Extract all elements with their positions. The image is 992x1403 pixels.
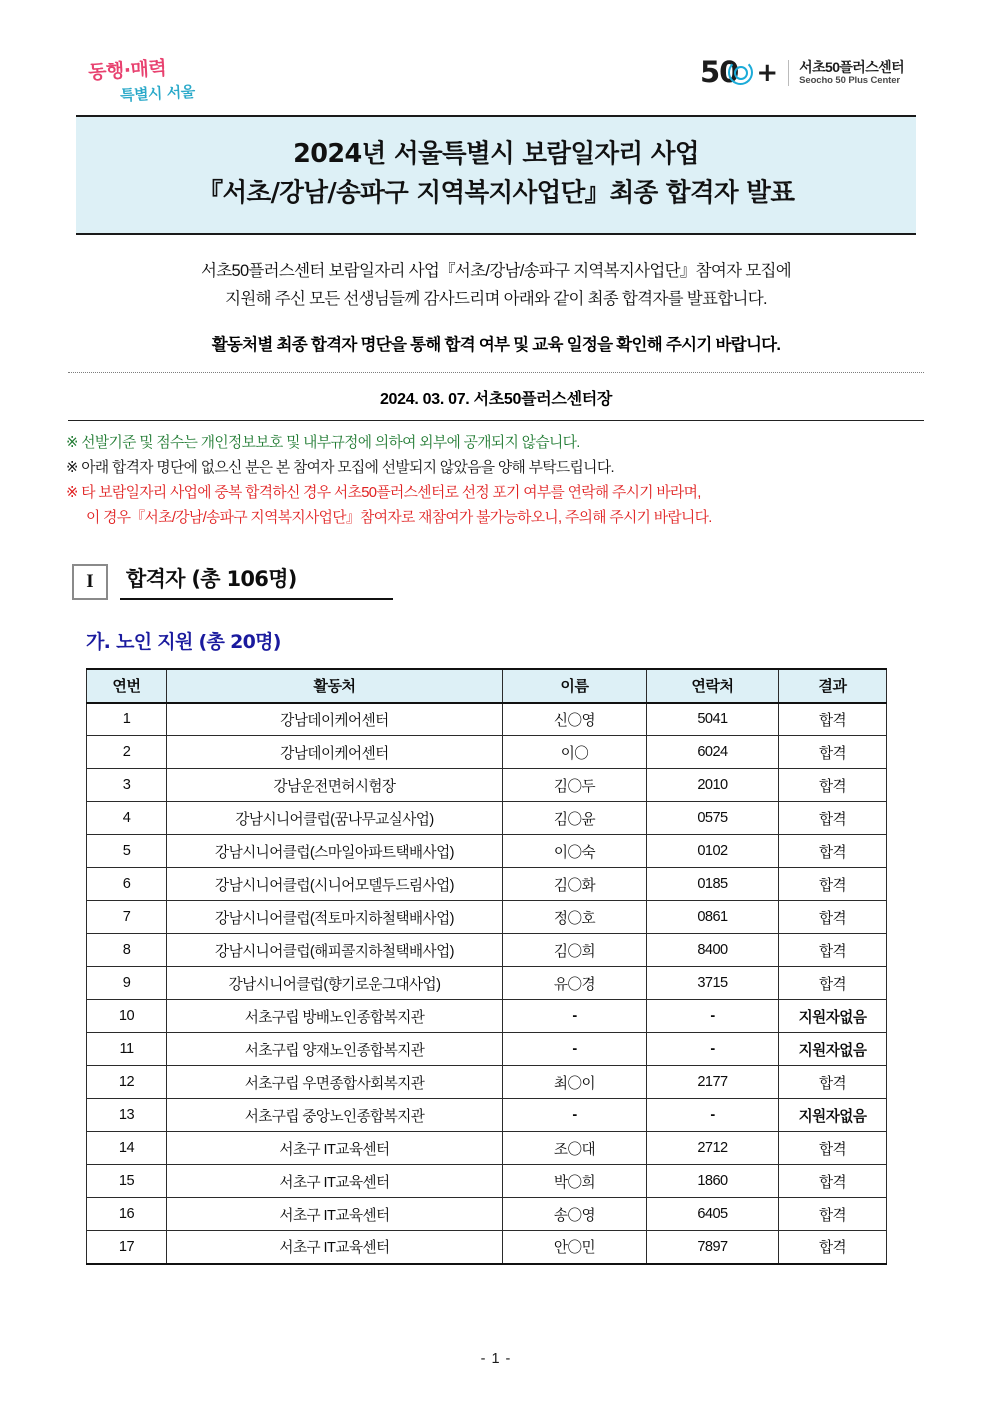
- column-header-no: 연번: [87, 669, 167, 703]
- cell-result: 합격: [779, 1165, 887, 1198]
- cell-no: 11: [87, 1033, 167, 1066]
- cell-no: 12: [87, 1066, 167, 1099]
- table-header: [87, 669, 887, 703]
- cell-result: 지원자없음: [779, 1033, 887, 1066]
- cell-phone: 0185: [647, 868, 779, 901]
- intro-line-1: 서초50플러스센터 보람일자리 사업『서초/강남/송파구 지역복지사업단』참여자 모집에: [201, 261, 791, 280]
- cell-phone: 5041: [647, 703, 779, 736]
- cell-name: 이〇: [503, 736, 647, 769]
- cell-place: 강남시니어클럽(향기로운그대사업): [167, 967, 503, 1000]
- cell-phone: -: [647, 1000, 779, 1033]
- cell-place: 강남시니어클럽(적토마지하철택배사업): [167, 901, 503, 934]
- cell-result: 합격: [779, 736, 887, 769]
- cell-place: 서초구 IT교육센터: [167, 1165, 503, 1198]
- cell-result: 합격: [779, 1066, 887, 1099]
- cell-result: 합격: [779, 1231, 887, 1264]
- table-row: [87, 802, 887, 835]
- cell-phone: 6024: [647, 736, 779, 769]
- cell-name: 김〇화: [503, 868, 647, 901]
- subsection-heading: 가. 노인 지원 (총 20명): [86, 630, 281, 653]
- section-title: 합격자 (총 106명): [126, 566, 297, 591]
- table-row: [87, 868, 887, 901]
- page-number-footer: - 1 -: [480, 1351, 512, 1367]
- section-number-badge: I: [72, 564, 108, 600]
- cell-result: 합격: [779, 703, 887, 736]
- cell-no: 1: [87, 703, 167, 736]
- cell-phone: 3715: [647, 967, 779, 1000]
- note-item: 이 경우『서초/강남/송파구 지역복지사업단』참여자로 재참여가 불가능하오니, 주의해 주시기 바랍니다.: [86, 509, 712, 526]
- intro-emphasis: 활동처별 최종 합격자 명단을 통해 합격 여부 및 교육 일정을 확인해 주시기 바랍니다.: [211, 336, 781, 355]
- center-name-en: Seocho 50 Plus Center: [799, 74, 901, 86]
- cell-place: 강남데이케어센터: [167, 703, 503, 736]
- cell-place: 서초구립 우면종합사회복지관: [167, 1066, 503, 1099]
- cell-result: 합격: [779, 934, 887, 967]
- table-row: [87, 835, 887, 868]
- cell-result: 합격: [779, 1132, 887, 1165]
- cell-name: 정〇호: [503, 901, 647, 934]
- table-row: [87, 1000, 887, 1033]
- cell-place: 서초구 IT교육센터: [167, 1132, 503, 1165]
- cell-place: 강남시니어클럽(시니어모델두드림사업): [167, 868, 503, 901]
- cell-name: 송〇영: [503, 1198, 647, 1231]
- table-row: [87, 736, 887, 769]
- cell-no: 15: [87, 1165, 167, 1198]
- title-line-2: 『서초/강남/송파구 지역복지사업단』최종 합격자 발표: [197, 177, 795, 208]
- cell-no: 2: [87, 736, 167, 769]
- cell-result: 합격: [779, 835, 887, 868]
- table-body: [87, 703, 887, 1264]
- center-name-ko: 서초50플러스센터: [799, 58, 904, 75]
- fifty-plus-plus-sign: +: [756, 57, 779, 88]
- cell-name: 박〇희: [503, 1165, 647, 1198]
- logo-divider: [788, 60, 789, 86]
- title-line-1: 2024년 서울특별시 보람일자리 사업: [293, 139, 699, 169]
- cell-result: 합격: [779, 967, 887, 1000]
- center-name-block: [799, 59, 904, 87]
- cell-place: 강남시니어클럽(꿈나무교실사업): [167, 802, 503, 835]
- cell-place: 서초구립 양재노인종합복지관: [167, 1033, 503, 1066]
- cell-no: 17: [87, 1231, 167, 1264]
- cell-name: -: [503, 1033, 647, 1066]
- cell-no: 14: [87, 1132, 167, 1165]
- fifty-plus-ring-icon: [728, 60, 753, 85]
- note-item: ※ 선발기준 및 점수는 개인정보보호 및 내부규정에 의하여 외부에 공개되지 않습니다.: [66, 435, 580, 452]
- cell-place: 서초구 IT교육센터: [167, 1198, 503, 1231]
- cell-no: 6: [87, 868, 167, 901]
- cell-no: 7: [87, 901, 167, 934]
- column-header-result: 결과: [779, 669, 887, 703]
- cell-name: -: [503, 1099, 647, 1132]
- cell-phone: 8400: [647, 934, 779, 967]
- cell-place: 강남운전면허시험장: [167, 769, 503, 802]
- cell-name: 유〇경: [503, 967, 647, 1000]
- cell-phone: 6405: [647, 1198, 779, 1231]
- cell-no: 10: [87, 1000, 167, 1033]
- date-divider-bottom: [68, 420, 924, 421]
- fifty-plus-mark-icon: [700, 55, 779, 89]
- cell-no: 5: [87, 835, 167, 868]
- table-row: [87, 901, 887, 934]
- cell-phone: 0861: [647, 901, 779, 934]
- table-row: [87, 1066, 887, 1099]
- date-line: 2024. 03. 07. 서초50플러스센터장: [379, 391, 613, 409]
- cell-result: 합격: [779, 901, 887, 934]
- table-row: [87, 1231, 887, 1264]
- cell-name: 이〇숙: [503, 835, 647, 868]
- cell-phone: 1860: [647, 1165, 779, 1198]
- table-row: [87, 769, 887, 802]
- seocho-50plus-logo-icon: [700, 55, 904, 89]
- note-item: ※ 아래 합격자 명단에 없으신 분은 본 참여자 모집에 선발되지 않았음을 양해 부탁드립니다.: [66, 460, 614, 477]
- cell-no: 16: [87, 1198, 167, 1231]
- table-row: [87, 1132, 887, 1165]
- intro-line-2: 지원해 주신 모든 선생님들께 감사드리며 아래와 같이 최종 합격자를 발표합니다.: [225, 289, 767, 308]
- cell-no: 9: [87, 967, 167, 1000]
- result-table-wrapper: [86, 668, 886, 1265]
- cell-phone: 0102: [647, 835, 779, 868]
- section-heading: [72, 563, 992, 600]
- cell-result: 합격: [779, 868, 887, 901]
- cell-place: 서초구립 중앙노인종합복지관: [167, 1099, 503, 1132]
- seoul-brand-logo-icon: [86, 54, 216, 110]
- cell-result: 합격: [779, 769, 887, 802]
- masthead: [0, 0, 992, 105]
- cell-name: 김〇두: [503, 769, 647, 802]
- cell-result: 지원자없음: [779, 1000, 887, 1033]
- seoul-logo-line2: 특별시 서울: [119, 82, 196, 105]
- cell-no: 13: [87, 1099, 167, 1132]
- intro-paragraph: [64, 257, 928, 356]
- cell-name: 최〇이: [503, 1066, 647, 1099]
- cell-phone: -: [647, 1033, 779, 1066]
- cell-no: 4: [87, 802, 167, 835]
- cell-place: 서초구 IT교육센터: [167, 1231, 503, 1264]
- column-header-place: 활동처: [167, 669, 503, 703]
- cell-result: 지원자없음: [779, 1099, 887, 1132]
- cell-phone: 7897: [647, 1231, 779, 1264]
- table-row: [87, 1099, 887, 1132]
- note-item: ※ 타 보람일자리 사업에 중복 합격하신 경우 서초50플러스센터로 선정 포기 여부를 연락해 주시기 바라며,: [66, 484, 701, 501]
- table-row: [87, 1198, 887, 1231]
- cell-no: 8: [87, 934, 167, 967]
- cell-place: 강남시니어클럽(스마일아파트택배사업): [167, 835, 503, 868]
- notes-block: [66, 431, 926, 530]
- cell-name: 김〇윤: [503, 802, 647, 835]
- cell-result: 합격: [779, 802, 887, 835]
- cell-place: 서초구립 방배노인종합복지관: [167, 1000, 503, 1033]
- table-row: [87, 967, 887, 1000]
- seoul-logo-line1: 동행·매력: [87, 57, 167, 84]
- cell-phone: 2010: [647, 769, 779, 802]
- cell-name: 신〇영: [503, 703, 647, 736]
- column-header-name: 이름: [503, 669, 647, 703]
- cell-name: 안〇민: [503, 1231, 647, 1264]
- result-table: [86, 668, 887, 1265]
- column-header-phone: 연락처: [647, 669, 779, 703]
- table-row: [87, 934, 887, 967]
- fifty-plus-number: 50: [700, 55, 739, 89]
- table-header-row: [87, 669, 887, 703]
- cell-phone: 0575: [647, 802, 779, 835]
- cell-place: 강남시니어클럽(해피콜지하철택배사업): [167, 934, 503, 967]
- cell-result: 합격: [779, 1198, 887, 1231]
- cell-phone: -: [647, 1099, 779, 1132]
- cell-name: 조〇대: [503, 1132, 647, 1165]
- table-row: [87, 703, 887, 736]
- cell-no: 3: [87, 769, 167, 802]
- cell-place: 강남데이케어센터: [167, 736, 503, 769]
- cell-phone: 2177: [647, 1066, 779, 1099]
- table-row: [87, 1165, 887, 1198]
- cell-phone: 2712: [647, 1132, 779, 1165]
- cell-name: 김〇희: [503, 934, 647, 967]
- cell-name: -: [503, 1000, 647, 1033]
- document-title-box: [76, 115, 916, 235]
- section-title-underline: [120, 563, 393, 600]
- table-row: [87, 1033, 887, 1066]
